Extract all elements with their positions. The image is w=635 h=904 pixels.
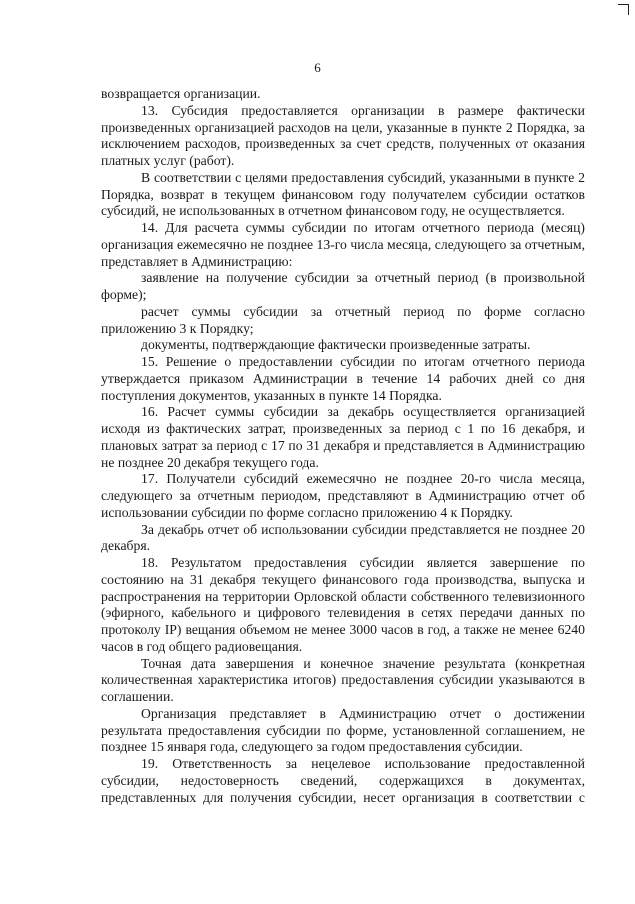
paragraph-item-13: 13. Субсидия предоставляется организации в размере фактически произведенных организацией расходов на цели, указанные в пункте 2 Порядка, за исключением расходов, произведенных за счет средств, полученных от оказания платных услуг (работ). bbox=[101, 102, 585, 168]
paragraph-item-18-result-date: Точная дата завершения и конечное значение результата (конкретная количественная характеристика итогов) предоставления субсидии указываются в соглашении. bbox=[101, 655, 585, 704]
page-number: 6 bbox=[314, 60, 321, 75]
paragraph-item-19: 19. Ответственность за нецелевое использование предоставленной субсидии, недостоверность сведений, содержащихся в документах, представленных для получения субсидии, несет организация в соответствии с bbox=[101, 756, 585, 805]
paragraph-item-13-note: В соответствии с целями предоставления субсидий, указанными в пункте 2 Порядка, возврат в текущем финансовом году получателем субсидии остатков субсидий, не использованных в отчетном финансовом году, не осуществляется. bbox=[101, 169, 585, 219]
paragraph-item-14-list-application: заявление на получение субсидии за отчетный период (в произвольной форме); bbox=[101, 270, 585, 302]
paragraph-item-17: 17. Получатели субсидий ежемесячно не позднее 20-го числа месяца, следующего за отчетным периодом, представляют в Администрацию отчет об использовании субсидии по форме согласно приложению 4 к Порядку. bbox=[101, 471, 585, 520]
paragraph-item-17-december: За декабрь отчет об использовании субсидии представляется не позднее 20 декабря. bbox=[101, 521, 585, 554]
paragraph-item-15: 15. Решение о предоставлении субсидии по итогам отчетного периода утверждается приказом Администрации в течение 14 рабочих дней со дня поступления документов, указанных в пункте 14 Порядка. bbox=[101, 354, 585, 403]
corner-crop-mark bbox=[618, 4, 629, 15]
paragraph-continuation: возвращается организации. bbox=[101, 86, 261, 101]
paragraph-item-14-list-calculation: расчет суммы субсидии за отчетный период по форме согласно приложению 3 к Порядку; bbox=[101, 303, 585, 336]
paragraph-item-18: 18. Результатом предоставления субсидии является завершение по состоянию на 31 декабря текущего финансового года производства, выпуска и распространения на территории Орловской области собственного телевизионного (эфирного, кабельного и цифрового телевидения в сетях передачи данных по протоколу IP) вещания объемом не менее 3000 часов в год, а также не менее 6240 часов в год общего радиовещания. bbox=[101, 555, 585, 654]
paragraph-item-16: 16. Расчет суммы субсидии за декабрь осуществляется организацией исходя из фактических затрат, произведенных за период с 1 по 16 декабря, и плановых затрат за период с 17 по 31 декабря и представляется в Администрацию не позднее 20 декабря текущего года. bbox=[101, 404, 585, 470]
paragraph-item-14-list-documents: документы, подтверждающие фактически произведенные затраты. bbox=[141, 337, 531, 353]
document-body bbox=[101, 86, 585, 806]
paragraph-item-18-report: Организация представляет в Администрацию отчет о достижении результата предоставления субсидии по форме, установленной соглашением, не позднее 15 января года, следующего за годом предоставления субсидии. bbox=[101, 705, 585, 755]
paragraph-item-14: 14. Для расчета суммы субсидии по итогам отчетного периода (месяц) организация ежемесячно не позднее 13-го числа месяца, следующего за отчетным, представляет в Администрацию: bbox=[101, 220, 585, 269]
